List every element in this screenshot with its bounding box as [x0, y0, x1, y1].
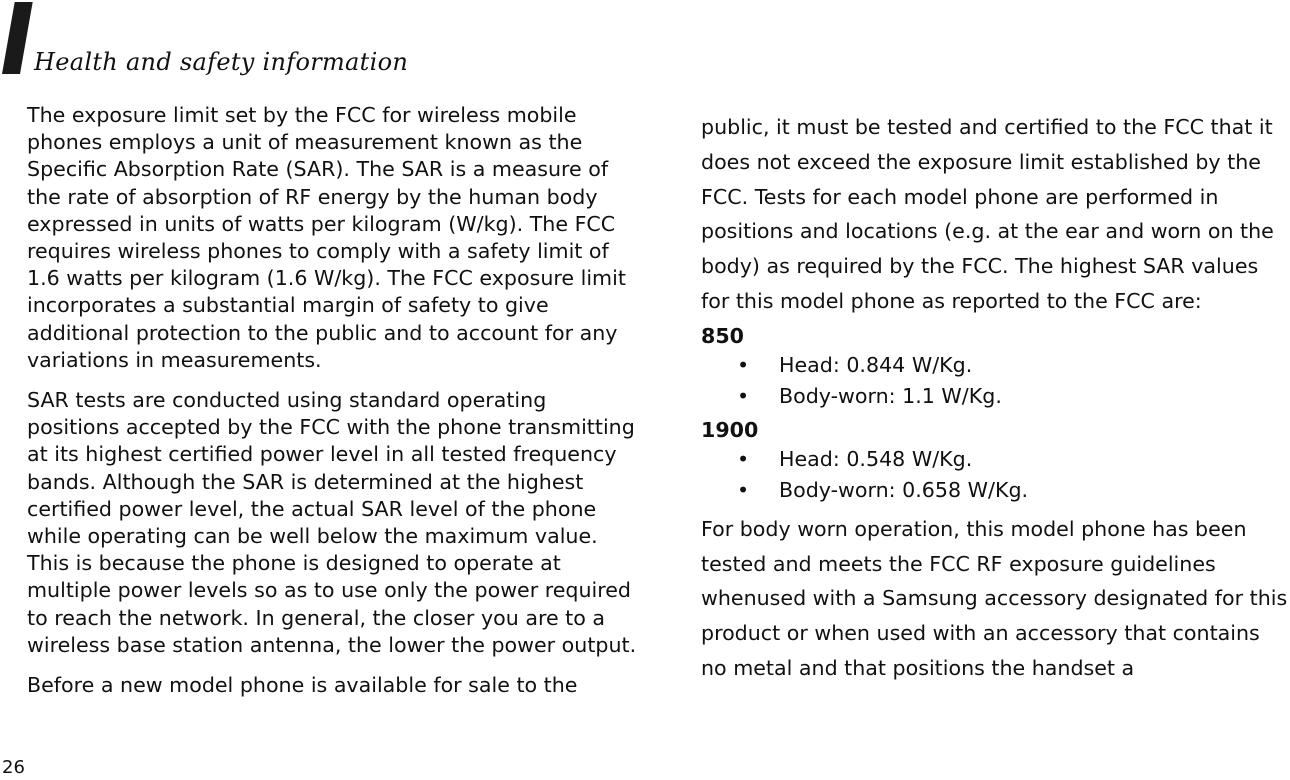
- sar-value-text: Head: 0.844 W/Kg.: [779, 352, 973, 377]
- list-item: [701, 444, 1290, 475]
- page-header-title: Health and safety information: [34, 48, 409, 76]
- bullet-icon: •: [737, 477, 750, 502]
- sar-value-text: Body-worn: 1.1 W/Kg.: [779, 383, 1002, 408]
- left-column: [27, 102, 637, 712]
- band-heading-850: 850: [701, 323, 744, 348]
- list-item: [701, 475, 1290, 506]
- band-heading-1900: 1900: [701, 417, 759, 442]
- list-item: [701, 350, 1290, 381]
- right-column: [701, 110, 1290, 686]
- bullet-icon: •: [737, 383, 750, 408]
- paragraph-new-model: Before a new model phone is available for sale to the: [27, 673, 578, 698]
- bullet-icon: •: [737, 352, 750, 377]
- header-bar: [2, 2, 33, 74]
- paragraph-exposure-limit: The exposure limit set by the FCC for wireless mobile phones employs a unit of measurement known as the Specific Absorption Rate (SAR). The SAR is a measure of the rate of absorption of RF energy by the human body expressed in units of watts per kilogram (W/kg). The FCC requires wireless phones to comply with a safety limit of 1.6 watts per kilogram (1.6 W/kg). The FCC exposure limit incorporates a substantial margin of safety to give additional protection to the public and to account for any variations in measurements.: [27, 103, 626, 372]
- paragraph-body-worn: For body worn operation, this model phone has been tested and meets the FCC RF exposure guidelines whenused with a Samsung accessory designated for this product or when used with an accessory that contains no metal and that positions the handset a: [701, 516, 1288, 680]
- paragraph-sar-tests: SAR tests are conducted using standard operating positions accepted by the FCC with the phone transmitting at its highest certified power level in all tested frequency bands. Although the SAR is determined at the highest certified power level, the actual SAR level of the phone while operating can be well below the maximum value. This is because the phone is designed to operate at multiple power levels so as to use only the power required to reach the network. In general, the closer you are to a wireless base station antenna, the lower the power output.: [27, 388, 637, 657]
- sar-list-1900: [701, 444, 1290, 506]
- page-number: 26: [2, 757, 25, 778]
- bullet-icon: •: [737, 446, 750, 471]
- paragraph-certification: public, it must be tested and certified to the FCC that it does not exceed the exposure limit established by the FCC. Tests for each model phone are performed in positions and locations (e.g. at the ear and worn on the body) as required by the FCC. The highest SAR values for this model phone as reported to the FCC are:: [701, 115, 1274, 313]
- sar-list-850: [701, 350, 1290, 412]
- sar-value-text: Body-worn: 0.658 W/Kg.: [779, 477, 1029, 502]
- sar-value-text: Head: 0.548 W/Kg.: [779, 446, 973, 471]
- list-item: [701, 381, 1290, 412]
